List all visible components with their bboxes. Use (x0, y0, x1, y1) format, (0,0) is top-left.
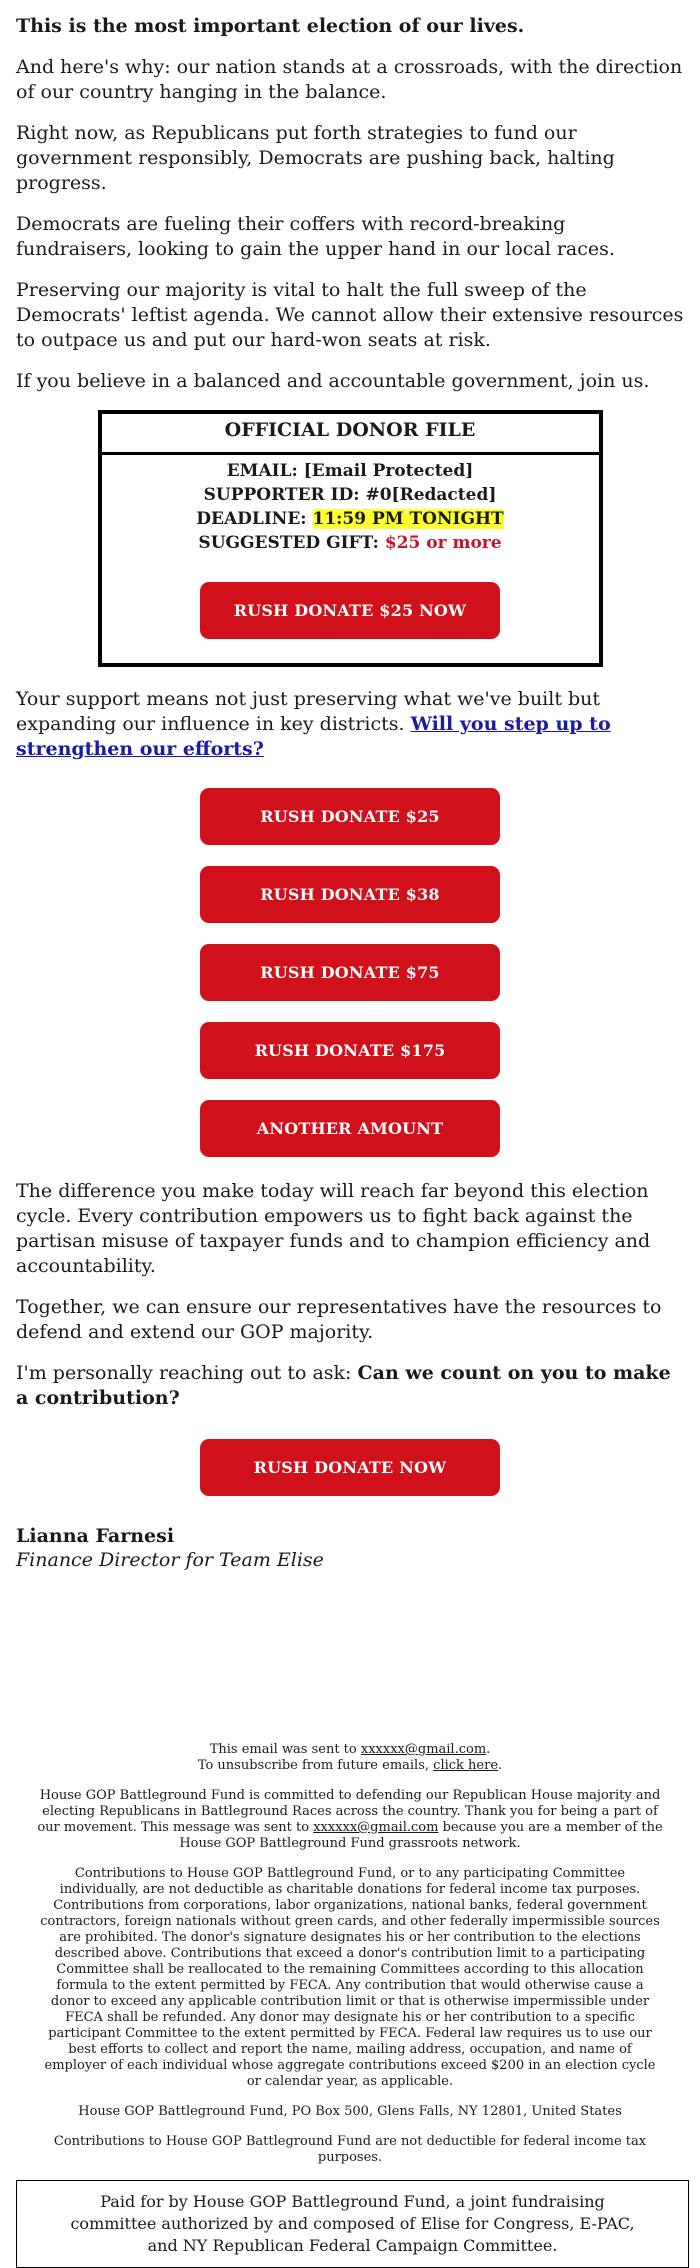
footer-sent-to (36, 1742, 664, 1774)
donate-38-button[interactable]: RUSH DONATE $38 (200, 866, 500, 923)
suggested-gift-row (102, 531, 599, 555)
footer-about-a: House GOP Battleground Fund is committed to defending our Republican House majority and electing Republicans in Battleground Races across the country. Thank you for being a part of our movement. This message was sent to (37, 1788, 661, 1835)
donate-175-button[interactable]: RUSH DONATE $175 (200, 1022, 500, 1079)
suggested-gift-value: $25 or more (384, 533, 502, 553)
rush-donate-25-now-button[interactable]: RUSH DONATE $25 NOW (200, 582, 500, 639)
footer-legal: Contributions to House GOP Battleground Fund, or to any participating Committee individually, are not deductible as charitable donations for federal income tax purposes. Contributions from corporations, labor organizations, national banks, federal government contractors, foreign nationals without green cards, and other federally impermissible sources are prohibited. The donor's signature designates his or her contribution to the elections described above. Contributions that exceed a donor's contribution limit to a participating Committee shall be reallocated to the remaining Committees according to this allocation formula to the extent permitted by FECA. Any contribution that would otherwise cause a donor to exceed any applicable contribution limit or that is otherwise impermissible under FECA shall be refunded. Any donor may designate his or her contribution to a specific participant Committee to the extent permitted by FECA. Federal law requires us to use our best efforts to collect and report the name, mailing address, occupation, and name of employer of each individual whose aggregate contributions exceed $200 in an election cycle or calendar year, as applicable. (40, 1866, 660, 2089)
donate-25-button[interactable]: RUSH DONATE $25 (200, 788, 500, 845)
signature-name: Lianna Farnesi (16, 1525, 175, 1547)
footer-about-email: xxxxxx@gmail.com (313, 1820, 439, 1835)
support-text: Your support means not just preserving what we've built but expanding our influence in key districts. (16, 688, 601, 735)
closing-paragraph-2: Together, we can ensure our representatives have the resources to defend and extend our GOP majority. (16, 1296, 662, 1343)
footer-about (36, 1788, 664, 1852)
step-up-link[interactable]: Will you step up to strengthen our efforts? (16, 713, 611, 760)
closing-ask-lead: I'm personally reaching out to ask: (16, 1362, 352, 1384)
footer-sent-prefix: This email was sent to (209, 1742, 357, 1757)
intro-paragraph-4: Preserving our majority is vital to halt the full sweep of the Democrats' leftist agenda. We cannot allow their extensive resources to outpace us and put our hard-won seats at risk. (16, 279, 684, 351)
deadline-value: 11:59 PM TONIGHT (312, 509, 504, 529)
paid-for-by-box: Paid for by House GOP Battleground Fund, a joint fundraising committee authorized by and composed of Elise for Congress, E-PAC, and NY Republican Federal Campaign Committee. (16, 2180, 689, 2268)
intro-paragraph-1: And here's why: our nation stands at a crossroads, with the direction of our country hanging in the balance. (16, 56, 683, 103)
donor-file-title: OFFICIAL DONOR FILE (102, 414, 599, 455)
closing-ask-question: Can we count on you to make a contribution? (16, 1362, 671, 1409)
donor-file-details (102, 455, 599, 663)
supporter-id-label: SUPPORTER ID: (203, 485, 360, 505)
intro-paragraph-3: Democrats are fueling their coffers with record-breaking fundraisers, looking to gain the upper hand in our local races. (16, 213, 615, 260)
donor-email-label: EMAIL: (226, 461, 298, 481)
footer (16, 1742, 684, 2166)
support-paragraph (16, 687, 684, 762)
donor-email-row (102, 459, 599, 483)
footer-unsubscribe-prefix: To unsubscribe from future emails, (197, 1758, 430, 1773)
headline: This is the most important election of our lives. (16, 15, 525, 37)
footer-not-deductible: Contributions to House GOP Battleground Fund are not deductible for federal income tax purposes. (53, 2134, 647, 2165)
deadline-row (102, 507, 599, 531)
signature-title: Finance Director for Team Elise (16, 1549, 324, 1571)
donor-email-value: [Email Protected] (303, 461, 474, 481)
footer-unsubscribe-suffix: . (498, 1758, 503, 1773)
footer-about-b: because you are a member of the House GOP Battleground Fund grassroots network. (179, 1820, 663, 1851)
another-amount-button[interactable]: ANOTHER AMOUNT (200, 1100, 500, 1157)
intro-paragraph-5: If you believe in a balanced and accountable government, join us. (16, 370, 650, 392)
footer-sent-email: xxxxxx@gmail.com (360, 1742, 487, 1757)
unsubscribe-link[interactable]: click here (433, 1758, 499, 1773)
spacer (16, 1572, 684, 1742)
intro-paragraph-2: Right now, as Republicans put forth strategies to fund our government responsibly, Democrats are pushing back, halting progress. (16, 122, 615, 194)
closing-paragraph-1: The difference you make today will reach far beyond this election cycle. Every contribution empowers us to fight back against the partisan misuse of taxpayer funds and to champion efficiency and accountability. (16, 1180, 651, 1277)
spacer (102, 555, 599, 582)
deadline-label: DEADLINE: (196, 509, 307, 529)
official-donor-file (98, 410, 603, 667)
suggested-gift-label: SUGGESTED GIFT: (198, 533, 379, 553)
supporter-id-row (102, 483, 599, 507)
footer-address: House GOP Battleground Fund, PO Box 500, Glens Falls, NY 12801, United States (78, 2104, 622, 2119)
rush-donate-now-button[interactable]: RUSH DONATE NOW (200, 1439, 500, 1496)
footer-sent-suffix: . (486, 1742, 491, 1757)
supporter-id-value: #0[Redacted] (365, 485, 497, 505)
donate-75-button[interactable]: RUSH DONATE $75 (200, 944, 500, 1001)
closing-ask (16, 1361, 684, 1411)
